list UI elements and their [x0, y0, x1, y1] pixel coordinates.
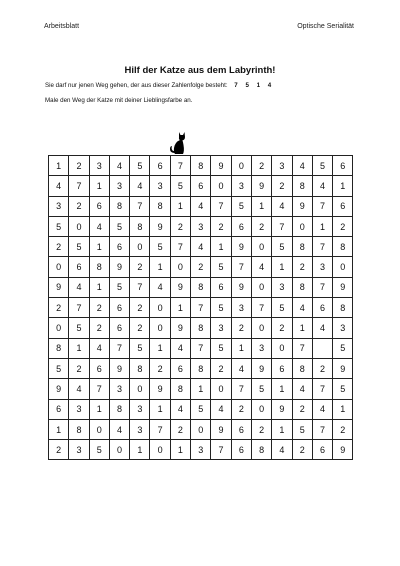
grid-cell[interactable]: 3: [191, 216, 211, 236]
grid-row: [49, 399, 353, 419]
grid-cell[interactable]: 9: [170, 318, 190, 338]
grid-cell[interactable]: 2: [170, 419, 190, 439]
grid-cell[interactable]: 0: [272, 338, 292, 358]
grid-cell[interactable]: 8: [292, 176, 312, 196]
grid-cell[interactable]: 2: [170, 216, 190, 236]
grid-cell[interactable]: 1: [333, 176, 353, 196]
grid-cell[interactable]: 5: [251, 379, 271, 399]
grid-cell[interactable]: 7: [211, 440, 231, 460]
grid-cell[interactable]: 7: [130, 277, 150, 297]
grid-cell[interactable]: 1: [251, 196, 271, 216]
grid-cell[interactable]: 4: [109, 419, 129, 439]
grid-cell[interactable]: 0: [130, 379, 150, 399]
grid-cell[interactable]: 3: [69, 399, 89, 419]
grid-cell[interactable]: 1: [69, 338, 89, 358]
number-sequence: 7 5 1 4: [234, 82, 275, 89]
header-right: Optische Serialität: [297, 23, 354, 30]
grid-cell[interactable]: 7: [130, 196, 150, 216]
grid-cell[interactable]: 4: [292, 379, 312, 399]
grid-cell[interactable]: 8: [333, 298, 353, 318]
grid-cell[interactable]: 7: [170, 237, 190, 257]
grid-cell[interactable]: 9: [150, 379, 170, 399]
grid-cell[interactable]: 3: [312, 257, 332, 277]
grid-cell[interactable]: 1: [170, 440, 190, 460]
grid-cell[interactable]: 2: [251, 216, 271, 236]
grid-cell[interactable]: 8: [251, 440, 271, 460]
grid-cell[interactable]: 4: [312, 176, 332, 196]
grid-cell[interactable]: 2: [292, 399, 312, 419]
grid-cell[interactable]: 3: [272, 277, 292, 297]
grid-cell[interactable]: 8: [333, 237, 353, 257]
grid-cell[interactable]: 5: [130, 338, 150, 358]
grid-row: [49, 379, 353, 399]
grid-cell[interactable]: 4: [312, 318, 332, 338]
grid-cell[interactable]: 8: [191, 318, 211, 338]
grid-cell[interactable]: 0: [211, 379, 231, 399]
grid-cell[interactable]: 5: [312, 156, 332, 176]
grid-row: [49, 196, 353, 216]
grid-row: [49, 358, 353, 378]
grid-cell[interactable]: 1: [89, 399, 109, 419]
grid-cell[interactable]: 7: [150, 419, 170, 439]
grid-cell[interactable]: 1: [272, 257, 292, 277]
grid-cell[interactable]: 3: [69, 440, 89, 460]
grid-cell[interactable]: 3: [231, 298, 251, 318]
grid-cell[interactable]: 1: [272, 419, 292, 439]
grid-cell[interactable]: 2: [211, 216, 231, 236]
grid-cell[interactable]: 9: [272, 399, 292, 419]
grid-cell[interactable]: 3: [272, 156, 292, 176]
grid-cell[interactable]: 9: [170, 277, 190, 297]
grid-cell[interactable]: 2: [333, 419, 353, 439]
grid-cell[interactable]: 0: [49, 257, 69, 277]
grid-cell[interactable]: 0: [150, 298, 170, 318]
grid-cell[interactable]: 2: [251, 419, 271, 439]
grid-row: [49, 176, 353, 196]
grid-cell[interactable]: 2: [130, 318, 150, 338]
grid-cell[interactable]: 1: [170, 298, 190, 318]
grid-cell[interactable]: 0: [170, 257, 190, 277]
grid-cell[interactable]: 8: [292, 237, 312, 257]
grid-cell[interactable]: 1: [231, 338, 251, 358]
grid-row: [49, 318, 353, 338]
grid-cell[interactable]: 3: [89, 156, 109, 176]
grid-cell[interactable]: 0: [251, 399, 271, 419]
grid-cell[interactable]: 6: [191, 176, 211, 196]
grid-cell[interactable]: 2: [251, 156, 271, 176]
grid-cell[interactable]: 1: [292, 318, 312, 338]
grid-cell[interactable]: 4: [170, 399, 190, 419]
grid-cell[interactable]: 4: [191, 196, 211, 216]
grid-row: [49, 419, 353, 439]
grid-cell[interactable]: 7: [312, 277, 332, 297]
grid-cell[interactable]: 5: [89, 440, 109, 460]
grid-cell[interactable]: 2: [69, 156, 89, 176]
grid-cell[interactable]: 6: [150, 156, 170, 176]
grid-cell[interactable]: 6: [211, 277, 231, 297]
grid-cell[interactable]: 7: [312, 237, 332, 257]
grid-cell[interactable]: 9: [333, 277, 353, 297]
grid-cell[interactable]: 3: [109, 176, 129, 196]
grid-cell[interactable]: 2: [272, 318, 292, 338]
grid-cell[interactable]: 6: [333, 156, 353, 176]
grid-cell[interactable]: 7: [89, 379, 109, 399]
grid-cell[interactable]: 6: [109, 298, 129, 318]
grid-cell[interactable]: 7: [312, 196, 332, 216]
grid-cell[interactable]: 3: [251, 338, 271, 358]
grid-cell[interactable]: 5: [231, 196, 251, 216]
grid-cell[interactable]: 6: [89, 358, 109, 378]
grid-cell[interactable]: 4: [191, 237, 211, 257]
grid-cell[interactable]: 2: [231, 399, 251, 419]
grid-cell[interactable]: 4: [231, 358, 251, 378]
grid-cell[interactable]: 1: [150, 257, 170, 277]
grid-cell[interactable]: 0: [150, 318, 170, 338]
grid-cell[interactable]: 0: [251, 277, 271, 297]
grid-cell[interactable]: 3: [191, 440, 211, 460]
grid-cell[interactable]: 5: [333, 379, 353, 399]
grid-cell[interactable]: 7: [312, 379, 332, 399]
grid-cell[interactable]: 8: [109, 196, 129, 216]
grid-cell[interactable]: 6: [109, 318, 129, 338]
grid-cell[interactable]: 0: [292, 216, 312, 236]
grid-row: [49, 440, 353, 460]
grid-cell[interactable]: 2: [312, 358, 332, 378]
grid-cell[interactable]: 2: [130, 257, 150, 277]
grid-cell[interactable]: 7: [231, 257, 251, 277]
grid-cell[interactable]: 9: [231, 277, 251, 297]
grid-cell[interactable]: 1: [150, 399, 170, 419]
grid-cell[interactable]: 0: [251, 237, 271, 257]
grid-cell[interactable]: 0: [150, 440, 170, 460]
grid-cell[interactable]: 0: [231, 156, 251, 176]
grid-cell[interactable]: 2: [231, 318, 251, 338]
grid-cell[interactable]: 8: [191, 156, 211, 176]
grid-cell[interactable]: 0: [211, 176, 231, 196]
grid-cell[interactable]: 4: [89, 216, 109, 236]
grid-cell[interactable]: 3: [130, 419, 150, 439]
grid-row: [49, 298, 353, 318]
grid-cell[interactable]: 7: [272, 216, 292, 236]
grid-cell[interactable]: 7: [109, 338, 129, 358]
grid-cell[interactable]: 9: [251, 176, 271, 196]
grid-cell[interactable]: 5: [150, 237, 170, 257]
grid-cell[interactable]: 5: [49, 358, 69, 378]
grid-cell[interactable]: 8: [292, 358, 312, 378]
grid-cell[interactable]: 1: [333, 399, 353, 419]
grid-cell[interactable]: 1: [272, 379, 292, 399]
grid-cell[interactable]: 2: [150, 358, 170, 378]
grid-cell[interactable]: 4: [109, 156, 129, 176]
grid-cell[interactable]: 9: [109, 257, 129, 277]
grid-cell[interactable]: 7: [231, 379, 251, 399]
grid-cell[interactable]: 1: [49, 156, 69, 176]
grid-cell[interactable]: 7: [170, 156, 190, 176]
grid-cell[interactable]: 9: [292, 196, 312, 216]
number-maze-grid: [48, 155, 353, 460]
grid-cell[interactable]: 9: [231, 237, 251, 257]
grid-cell[interactable]: 1: [130, 440, 150, 460]
grid-cell[interactable]: 9: [333, 440, 353, 460]
grid-cell[interactable]: 2: [272, 176, 292, 196]
grid-cell[interactable]: 5: [191, 399, 211, 419]
grid-cell[interactable]: 4: [312, 399, 332, 419]
grid-cell[interactable]: 1: [49, 419, 69, 439]
grid-cell[interactable]: 6: [312, 298, 332, 318]
grid-cell[interactable]: 9: [251, 358, 271, 378]
grid-cell[interactable]: 9: [49, 379, 69, 399]
grid-cell[interactable]: 0: [49, 318, 69, 338]
grid-cell[interactable]: 2: [292, 257, 312, 277]
grid-cell[interactable]: 2: [49, 440, 69, 460]
grid-cell[interactable]: 2: [292, 440, 312, 460]
grid-cell[interactable]: 2: [69, 358, 89, 378]
cat-icon: [168, 130, 188, 156]
grid-cell[interactable]: 7: [191, 298, 211, 318]
grid-cell[interactable]: 1: [89, 176, 109, 196]
grid-cell[interactable]: 8: [191, 277, 211, 297]
grid-cell[interactable]: 9: [333, 358, 353, 378]
grid-cell[interactable]: 3: [231, 176, 251, 196]
grid-cell[interactable]: 4: [69, 379, 89, 399]
grid-cell[interactable]: 6: [170, 358, 190, 378]
grid-cell[interactable]: 5: [333, 338, 353, 358]
grid-cell[interactable]: 4: [272, 440, 292, 460]
grid-row: [49, 257, 353, 277]
instruction-text: Sie darf nur jenen Weg gehen, der aus dieser Zahlenfolge besteht:: [45, 82, 228, 89]
grid-cell[interactable]: 2: [49, 237, 69, 257]
grid-cell[interactable]: 5: [211, 257, 231, 277]
grid-cell[interactable]: 2: [130, 298, 150, 318]
grid-row: [49, 277, 353, 297]
grid-cell[interactable]: 9: [150, 216, 170, 236]
grid-cell[interactable]: 4: [89, 338, 109, 358]
grid-cell[interactable]: 1: [89, 277, 109, 297]
grid-cell[interactable]: 5: [69, 318, 89, 338]
grid-cell[interactable]: 0: [130, 237, 150, 257]
grid-cell[interactable]: 2: [333, 216, 353, 236]
grid-cell[interactable]: 1: [191, 379, 211, 399]
grid-cell[interactable]: 7: [69, 298, 89, 318]
grid-cell[interactable]: 5: [109, 277, 129, 297]
grid-cell[interactable]: 4: [292, 298, 312, 318]
grid-cell[interactable]: 3: [130, 399, 150, 419]
grid-cell[interactable]: 8: [170, 379, 190, 399]
grid-cell[interactable]: 8: [130, 358, 150, 378]
grid-cell[interactable]: 6: [231, 216, 251, 236]
grid-cell[interactable]: 0: [109, 440, 129, 460]
grid-cell[interactable]: 8: [89, 257, 109, 277]
grid-cell[interactable]: 5: [292, 419, 312, 439]
grid-cell[interactable]: 0: [333, 257, 353, 277]
grid-cell[interactable]: 7: [292, 338, 312, 358]
grid-cell[interactable]: 3: [49, 196, 69, 216]
grid-cell[interactable]: 6: [272, 358, 292, 378]
grid-cell[interactable]: 4: [272, 196, 292, 216]
grid-cell[interactable]: 8: [109, 399, 129, 419]
grid-cell[interactable]: 3: [211, 318, 231, 338]
grid-row: [49, 216, 353, 236]
grid-cell[interactable]: 4: [170, 338, 190, 358]
grid-cell[interactable]: 9: [211, 156, 231, 176]
grid-cell[interactable]: 1: [312, 216, 332, 236]
grid-cell[interactable]: 4: [251, 257, 271, 277]
grid-cell[interactable]: 8: [49, 338, 69, 358]
grid-cell[interactable]: 5: [69, 237, 89, 257]
grid-cell[interactable]: 0: [89, 419, 109, 439]
grid-cell[interactable]: 6: [231, 419, 251, 439]
grid-cell[interactable]: 8: [191, 358, 211, 378]
grid-cell[interactable]: 6: [69, 257, 89, 277]
grid-cell[interactable]: 6: [49, 399, 69, 419]
grid-cell[interactable]: 4: [292, 156, 312, 176]
grid-cell[interactable]: 9: [109, 358, 129, 378]
grid-row: [49, 237, 353, 257]
grid-cell[interactable]: 9: [211, 419, 231, 439]
grid-cell[interactable]: 6: [333, 196, 353, 216]
grid-cell[interactable]: 4: [130, 176, 150, 196]
grid-cell[interactable]: 8: [292, 277, 312, 297]
grid-cell[interactable]: 9: [49, 277, 69, 297]
grid-cell[interactable]: 8: [69, 419, 89, 439]
grid-cell[interactable]: 3: [333, 318, 353, 338]
instruction-line-1: [45, 82, 274, 89]
grid-cell[interactable]: 2: [69, 196, 89, 216]
grid-cell[interactable]: 0: [251, 318, 271, 338]
grid-cell[interactable]: 2: [211, 358, 231, 378]
grid-cell[interactable]: 2: [89, 318, 109, 338]
grid-cell[interactable]: 6: [312, 440, 332, 460]
grid-cell[interactable]: 7: [312, 419, 332, 439]
grid-cell[interactable]: 0: [69, 216, 89, 236]
header-left: Arbeitsblatt: [44, 23, 80, 30]
grid-cell[interactable]: 5: [272, 298, 292, 318]
grid-cell[interactable]: [312, 338, 332, 358]
grid-cell[interactable]: 0: [191, 419, 211, 439]
grid-cell[interactable]: 1: [211, 237, 231, 257]
grid-cell[interactable]: 2: [191, 257, 211, 277]
grid-cell[interactable]: 2: [49, 298, 69, 318]
grid-cell[interactable]: 7: [191, 338, 211, 358]
grid-cell[interactable]: 1: [89, 237, 109, 257]
grid-cell[interactable]: 5: [211, 338, 231, 358]
grid-cell[interactable]: 4: [69, 277, 89, 297]
grid-cell[interactable]: 4: [49, 176, 69, 196]
grid-cell[interactable]: 1: [150, 338, 170, 358]
grid-cell[interactable]: 4: [150, 277, 170, 297]
grid-cell[interactable]: 7: [69, 176, 89, 196]
grid-cell[interactable]: 8: [150, 196, 170, 216]
grid-cell[interactable]: 5: [109, 216, 129, 236]
grid-cell[interactable]: 5: [49, 216, 69, 236]
grid-row: [49, 156, 353, 176]
grid-row: [49, 338, 353, 358]
grid-cell[interactable]: 1: [170, 196, 190, 216]
grid-cell[interactable]: 3: [150, 176, 170, 196]
grid-cell[interactable]: 5: [170, 176, 190, 196]
grid-cell[interactable]: 7: [251, 298, 271, 318]
grid-cell[interactable]: 7: [211, 196, 231, 216]
grid-cell[interactable]: 2: [89, 298, 109, 318]
grid-cell[interactable]: 8: [130, 216, 150, 236]
grid-cell[interactable]: 5: [130, 156, 150, 176]
instruction-line-2: Male den Weg der Katze mit deiner Lieblingsfarbe an.: [45, 97, 193, 104]
grid-cell[interactable]: 5: [211, 298, 231, 318]
grid-cell[interactable]: 3: [109, 379, 129, 399]
grid-cell[interactable]: 5: [272, 237, 292, 257]
grid-cell[interactable]: 6: [109, 237, 129, 257]
worksheet-title: Hilf der Katze aus dem Labyrinth!: [124, 65, 276, 76]
grid-cell[interactable]: 4: [211, 399, 231, 419]
grid-cell[interactable]: 6: [231, 440, 251, 460]
grid-cell[interactable]: 6: [89, 196, 109, 216]
